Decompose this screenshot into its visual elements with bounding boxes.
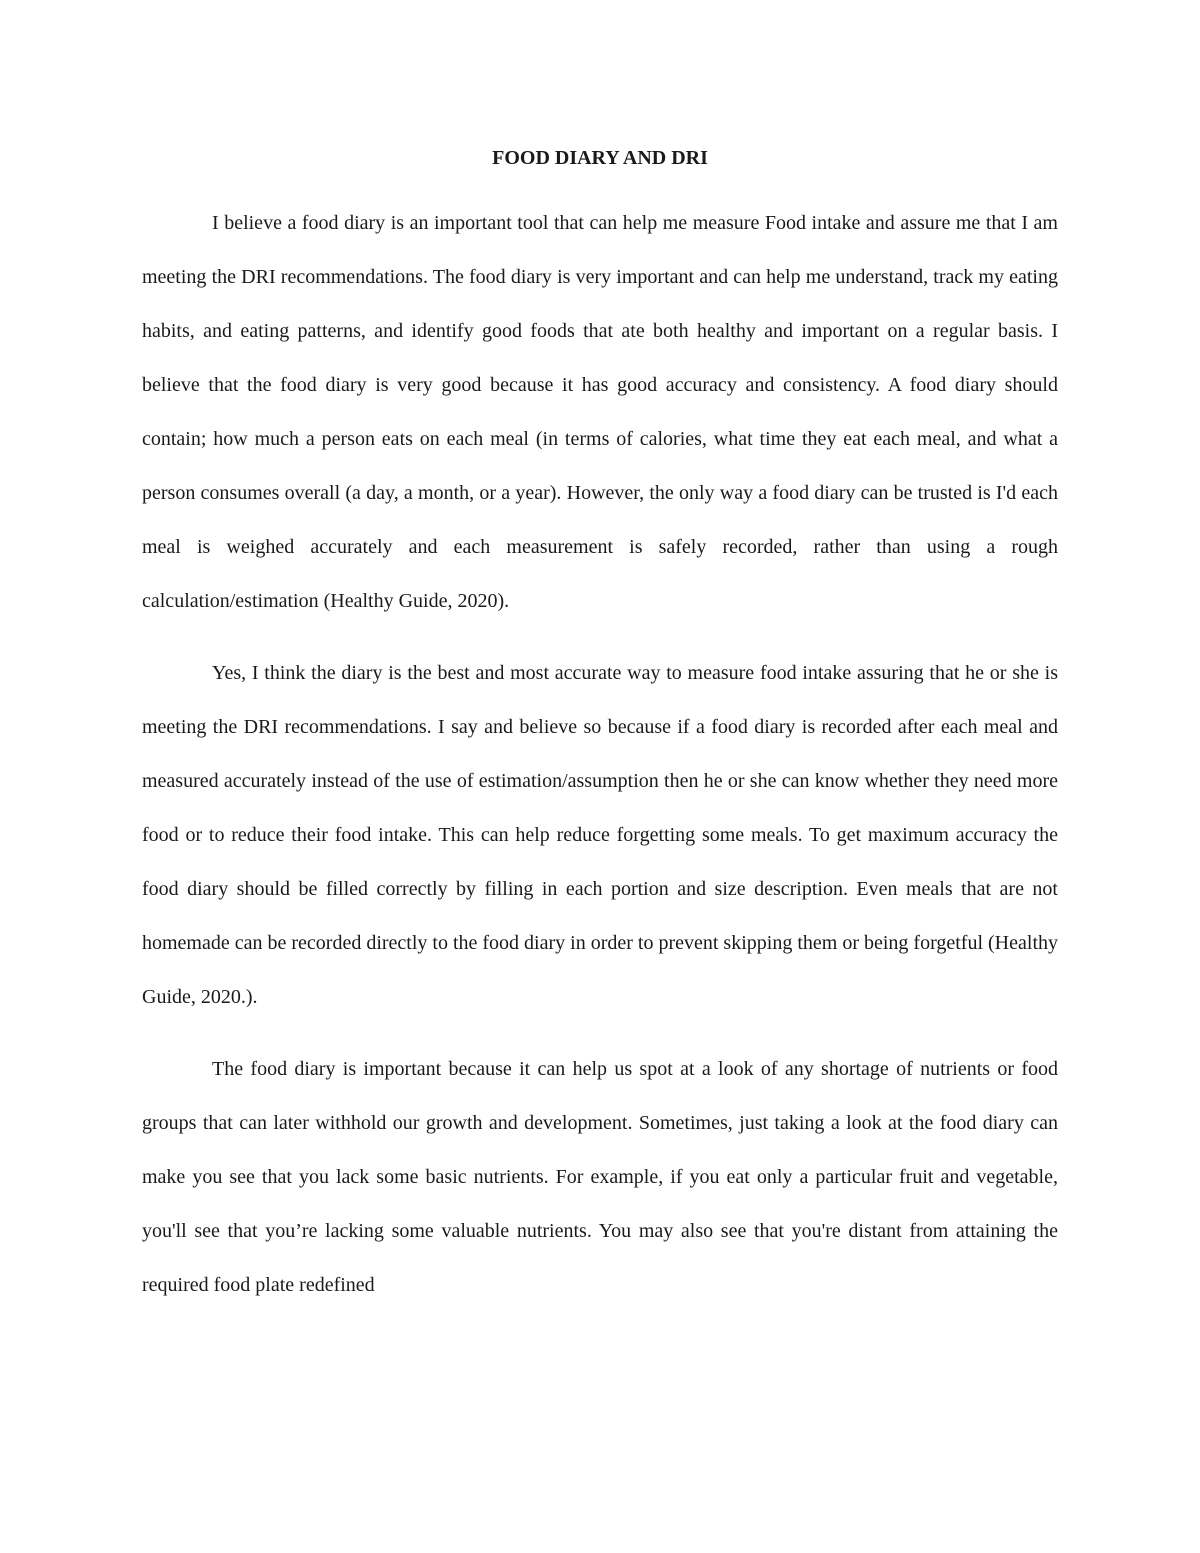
- paragraph-3: The food diary is important because it can help us spot at a look of any shortage of nutrients or food groups that can later withhold our growth and development. Sometimes, just taking a look at the food diary can make you see that you lack some basic nutrients. For example, if you eat only a particular fruit and vegetable, you'll see that you’re lacking some valuable nutrients. You may also see that you're distant from attaining the required food plate redefined: [142, 1058, 1058, 1296]
- paragraph-1: I believe a food diary is an important tool that can help me measure Food intake and assure me that I am meeting the DRI recommendations. The food diary is very important and can help me understand, track my eating habits, and eating patterns, and identify good foods that ate both healthy and important on a regular basis. I believe that the food diary is very good because it has good accuracy and consistency. A food diary should contain; how much a person eats on each meal (in terms of calories, what time they eat each meal, and what a person consumes overall (a day, a month, or a year). However, the only way a food diary can be trusted is I'd each meal is weighed accurately and each measurement is safely recorded, rather than using a rough calculation/estimation (Healthy Guide, 2020).: [142, 212, 1058, 612]
- document-body: [142, 138, 1058, 1312]
- document-title: FOOD DIARY AND DRI: [492, 147, 708, 169]
- paragraph-2: Yes, I think the diary is the best and most accurate way to measure food intake assuring that he or she is meeting the DRI recommendations. I say and believe so because if a food diary is recorded after each meal and measured accurately instead of the use of estimation/assumption then he or she can know whether they need more food or to reduce their food intake. This can help reduce forgetting some meals. To get maximum accuracy the food diary should be filled correctly by filling in each portion and size description. Even meals that are not homemade can be recorded directly to the food diary in order to prevent skipping them or being forgetful (Healthy Guide, 2020.).: [142, 662, 1058, 1008]
